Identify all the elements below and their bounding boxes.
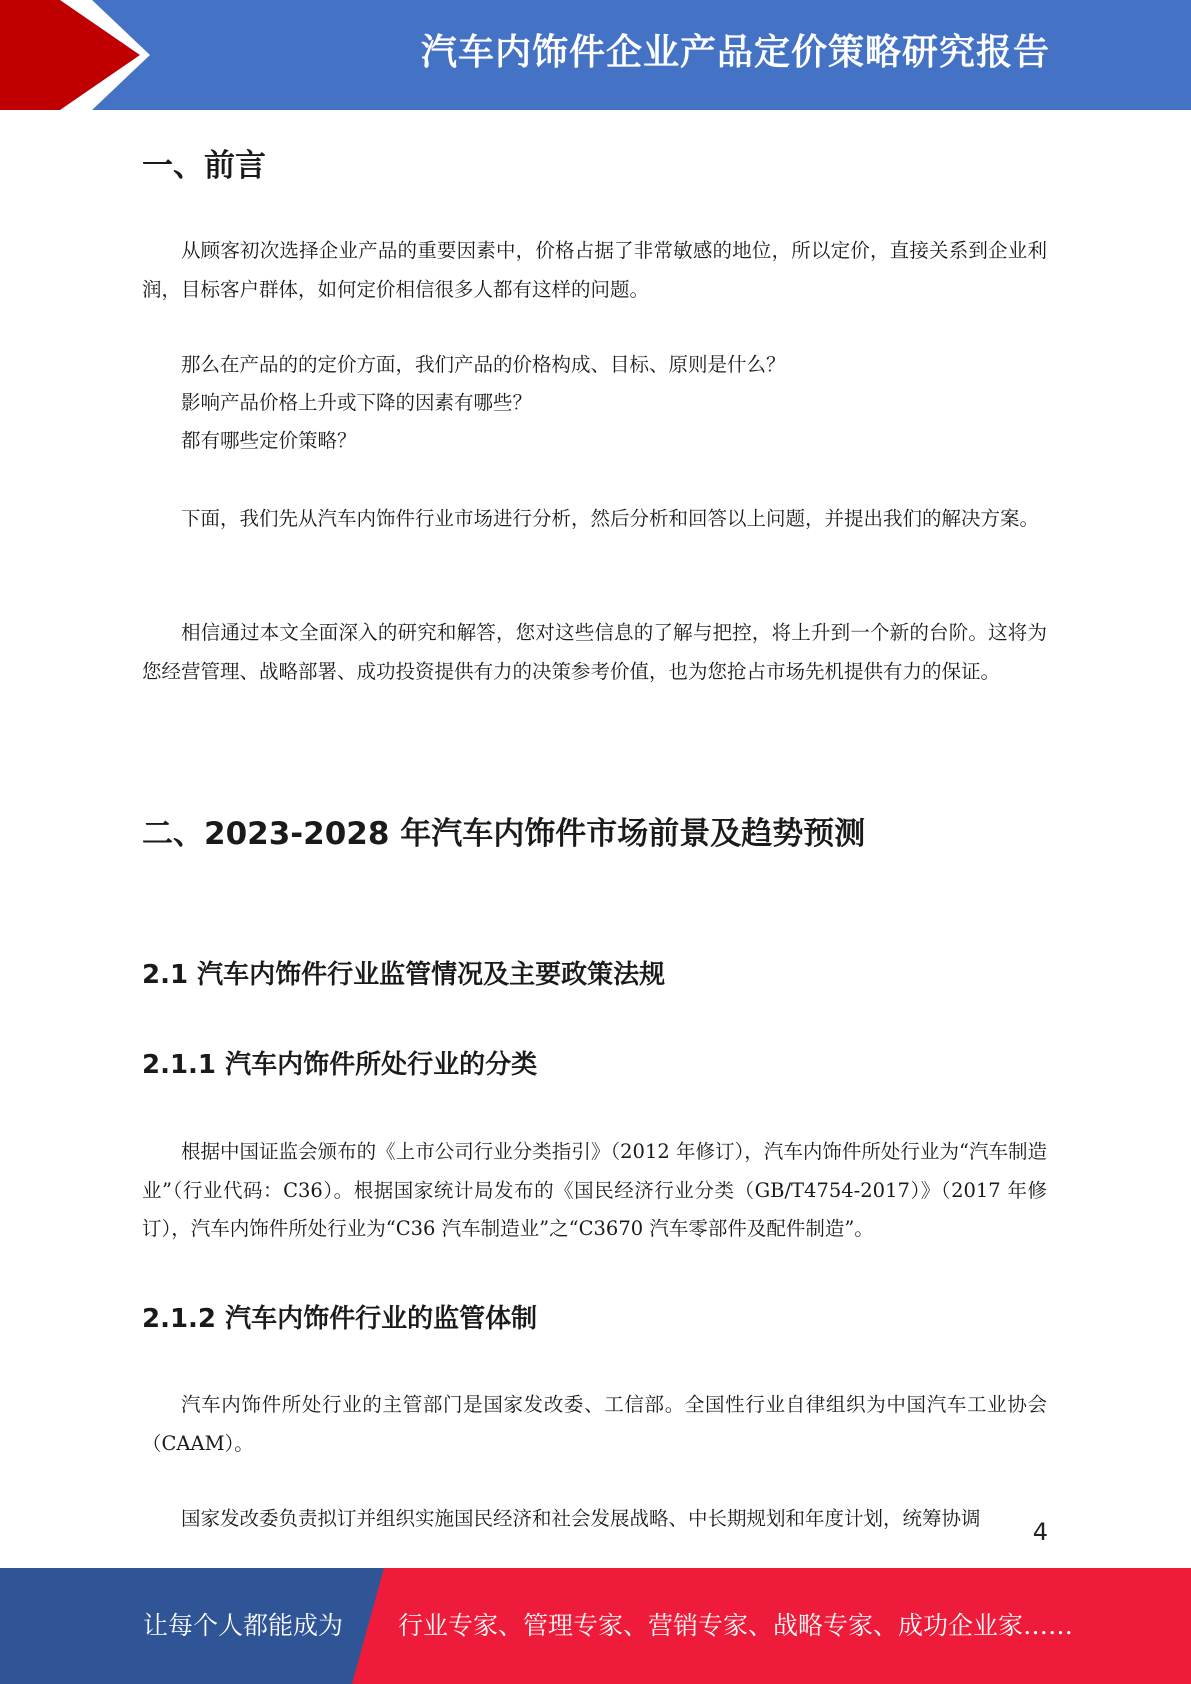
- paragraph-regulation-1: 汽车内饰件所处行业的主管部门是国家发改委、工信部。全国性行业自律组织为中国汽车工业协会（CAAM）。: [142, 1393, 1047, 1455]
- paragraph-preface-2: 下面，我们先从汽车内饰件行业市场进行分析，然后分析和回答以上问题，并提出我们的解决方案。: [181, 507, 1040, 530]
- footer-slogan-right: 行业专家、管理专家、营销专家、战略专家、成功企业家……: [398, 1611, 1074, 1640]
- subsection-heading-2-1: 2.1 汽车内饰件行业监管情况及主要政策法规: [142, 960, 666, 990]
- section-heading-preface: 一、前言: [142, 148, 266, 184]
- paragraph-preface-3: 相信通过本文全面深入的研究和解答，您对这些信息的了解与把控，将上升到一个新的台阶。这将为您经营管理、战略部署、成功投资提供有力的决策参考价值，也为您抢占市场先机提供有力的保证。: [142, 621, 1047, 683]
- subsection-heading-2-1-2: 2.1.2 汽车内饰件行业的监管体制: [142, 1304, 538, 1334]
- footer-slogan-left: 让每个人都能成为: [143, 1611, 344, 1640]
- question-2: 影响产品价格上升或下降的因素有哪些？: [181, 391, 533, 414]
- page-number: 4: [1032, 1518, 1048, 1546]
- footer-banner: [0, 1568, 1191, 1684]
- header-banner: [0, 0, 1191, 110]
- chevron-decoration-icon: [0, 0, 160, 110]
- subsection-heading-2-1-1: 2.1.1 汽车内饰件所处行业的分类: [142, 1050, 538, 1080]
- report-title: 汽车内饰件企业产品定价策略研究报告: [420, 32, 1050, 73]
- paragraph-regulation-2: 国家发改委负责拟订并组织实施国民经济和社会发展战略、中长期规划和年度计划，统筹协调: [181, 1507, 981, 1530]
- question-3: 都有哪些定价策略？: [181, 429, 357, 452]
- paragraph-preface-1: 从顾客初次选择企业产品的重要因素中，价格占据了非常敏感的地位，所以定价，直接关系到企业利润，目标客户群体，如何定价相信很多人都有这样的问题。: [142, 239, 1047, 301]
- paragraph-classification: 根据中国证监会颁布的《上市公司行业分类指引》（2012 年修订），汽车内饰件所处行业为“汽车制造业”（行业代码：C36）。根据国家统计局发布的《国民经济行业分类（GB/T4754-2017）》（2017 年修订），汽车内饰件所处行业为“C36 汽车制造业”之“C3670 汽车零部件及配件制造”。: [142, 1140, 1047, 1240]
- question-1: 那么在产品的的定价方面，我们产品的价格构成、目标、原则是什么？: [181, 353, 786, 376]
- section-heading-forecast: 二、2023-2028 年汽车内饰件市场前景及趋势预测: [142, 816, 866, 852]
